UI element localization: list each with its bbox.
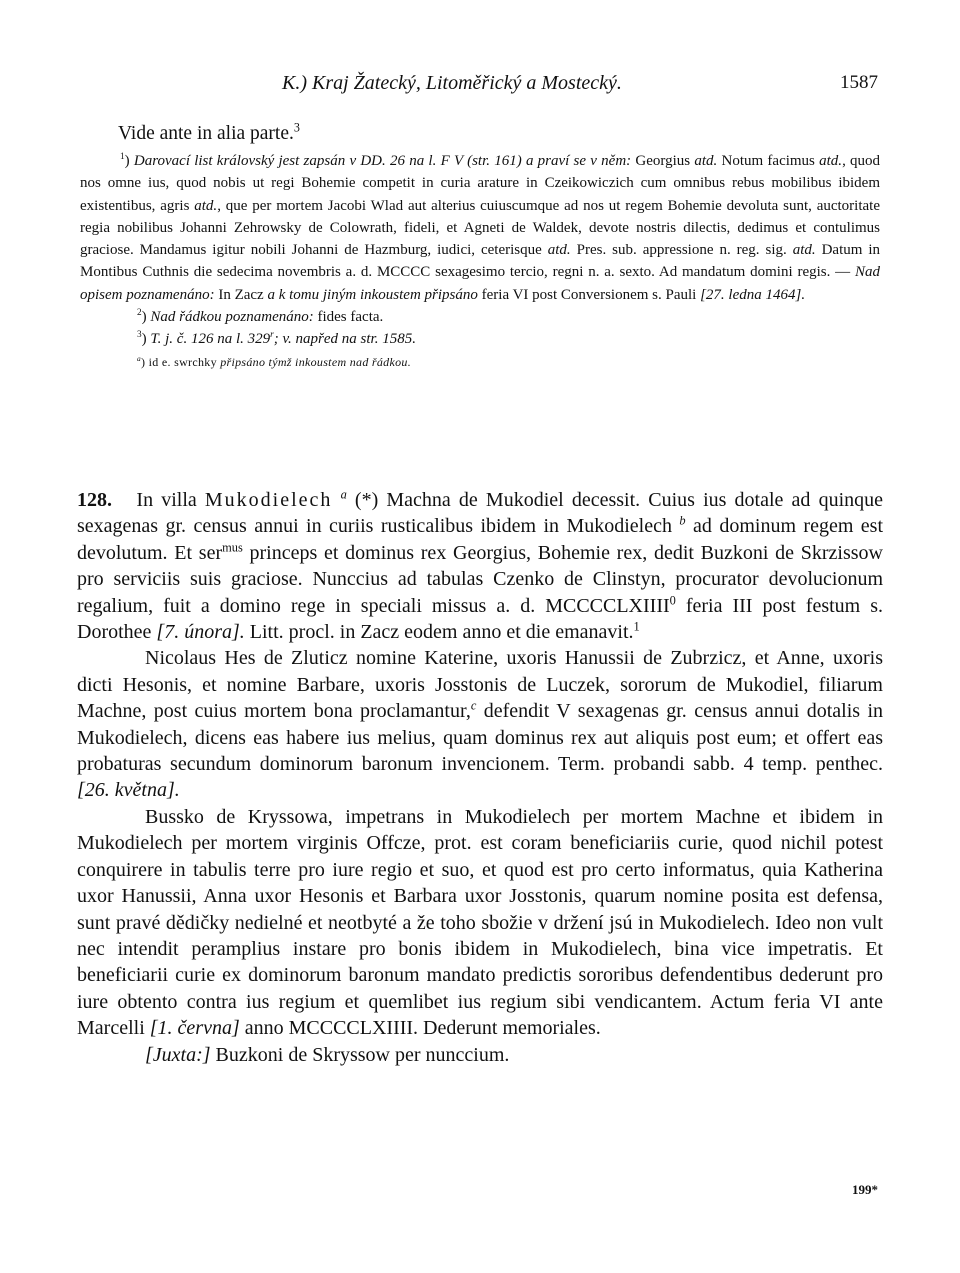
continuation-text: Vide ante in alia parte. [118,123,294,144]
date-gloss: [1. června] [149,1017,240,1040]
entry-paragraph-3: Bussko de Kryssowa, impetrans in Mukodielech per mortem Machne et ibidem in Mukodielech per mortem virginis Offcze, prot. est coram beneficiariis curie, quod nichil potest conquirere in tabulis terre pro iure regio et suo, et quod est pro certo informatus, quia Katherina uxor Hanussii, Anna uxor Hesonis et Barbara uxor Josstonis, quarum nomine posita est defensa, sunt pravé dědičky nedielné et neotbyté a že toho sbožie v držení jsú in Mukodielech. Ideo non vult nec intendit peramplius instare pro bonis ibidem in Mukodielech, bina vice impetratis. Et beneficiarii curie ex dominorum baronum mandato predictis sororibus defendentibus dederunt pro iure obtento contra ius regium et quemlibet ius regium sibi vendicantem. Actum feria VI ante Marcelli [1. června] anno MCCCCLXIIII. Dederunt memoriales. [77,805,883,1040]
footnote-3: $^3$) T. j. č. 126 na l. 329$^r$; v. napřed na str. 1585. [137,330,416,348]
footnote-mark: 2 [137,308,142,319]
page-number: 1587 [840,72,878,93]
entry-number: 128. [77,489,112,511]
running-title: K.) Kraj Žatecký, Litoměřický a Mostecký. [282,72,622,94]
footnote-mark: 3 [137,330,142,341]
place-name: Mukodielech [204,489,333,511]
footnote-a: $^a$) id e. swrchky připsáno týmž inkoustem nad řádkou. [137,353,412,369]
footnote-mark: 1 [120,152,125,162]
entry-paragraph-4: [Juxta:] Buzkoni de Skryssow per nunccium. [145,1043,510,1066]
footnote-ref: 1 [633,619,640,634]
juxta-label: [Juxta:] [145,1043,211,1066]
footnote-ref: c [470,698,477,713]
page-header [0,72,960,102]
entry-128 [77,487,883,1068]
footnote-2: $^2$) Nad řádkou poznamenáno: fides facta. [137,308,384,326]
signature-mark: 199* [852,1182,878,1197]
entry-paragraph-1: 128. In villa Mukodielech $^a$ (*) Machna de Mukodiel decessit. Cuius ius dotale ad quinque sexagenas gr. census annui in curiis rusticalibus ibidem in Mukodielech $^b$ ad dominum regem est devolutum. Et ser$^{mus}$ princeps et dominus rex Georgius, Bohemie rex, dedit Buzkoni de Skrzissow pro serviciis suis graciose. Nunccius ad tabulas Czenko de Clinstyn, procurator devolucionum regalium, fuit a domino rege in speciali missus a. d. MCCCCLXIIII$^0$ feria III post festum s. Dorothee [7. února]. Litt. procl. in Zacz eodem anno et die emanavit.$^1$ [77,487,884,644]
date-gloss: [27. ledna 1464]. [700,286,806,303]
footnote-1: $^1$) Darovací list královský jest zapsán v DD. 26 na l. F V (str. 161) a praví se v něm: Georgius atd. Notum facimus atd., quod nos omne ius, quod nobis ut regi Bohemie competit in curia arature in Czeikowiczich cum omnibus rebus mobilibus ibidem existentibus, agris atd., que per mortem Jacobi Wlad aut alterius cuiuscumque ad nos ut regem Bohemie devoluta sunt, auctoritate regia nobilibus Johanni Zehrowsky de Colowrath, fideli, et Agneti de Waldek, devote nostris dilectis, dedimus et contulimus graciose. Mandamus igitur nobili Johanni de Hazmburg, iudici, ceterisque atd. Pres. sub. appressione n. reg. sig. atd. Datum in Montibus Cuthnis die sedecima novembris a. d. MCCCC sexagesimo tercio, regni n. a. sexto. Ad mandatum domini regis. — Nad opisem poznamenáno: In Zacz a k tomu jiným inkoustem připsáno feria VI post Conversionem s. Pauli [27. ledna 1464]. [80,152,881,303]
date-gloss: [7. února]. [156,621,245,644]
footnote-ref: b [679,513,686,528]
footnotes-block [80,120,880,373]
date-gloss: [26. května]. [77,779,180,802]
continuation-line [80,120,880,148]
czech-note: Darovací list královský jest zapsán v DD. 26 na l. F V (str. 161) a praví se v něm: [133,153,632,169]
footnote-ref: a [340,487,347,502]
footnote-mark: a [137,353,142,363]
footnote-ref: 3 [293,120,300,135]
entry-paragraph-2: Nicolaus Hes de Zluticz nomine Katerine, uxoris Hanussii de Zubrzicz, et Anne, uxoris dicti Hesonis, et nomine Barbare, uxoris Josstonis de Luczek, sororum de Mukodiel, filiarum Machne, post cuius mortem bona proclamantur,$^c$ defendit V sexagenas gr. census annui dotalis in Mukodielech, dicens eas habere ius melius, quam dominus rex aut aliquis post eum; et offert eas probaturas secundum dominorum baronum invencionem. Term. probandi sabb. 4 temp. penthec. [26. května]. [77,647,884,802]
